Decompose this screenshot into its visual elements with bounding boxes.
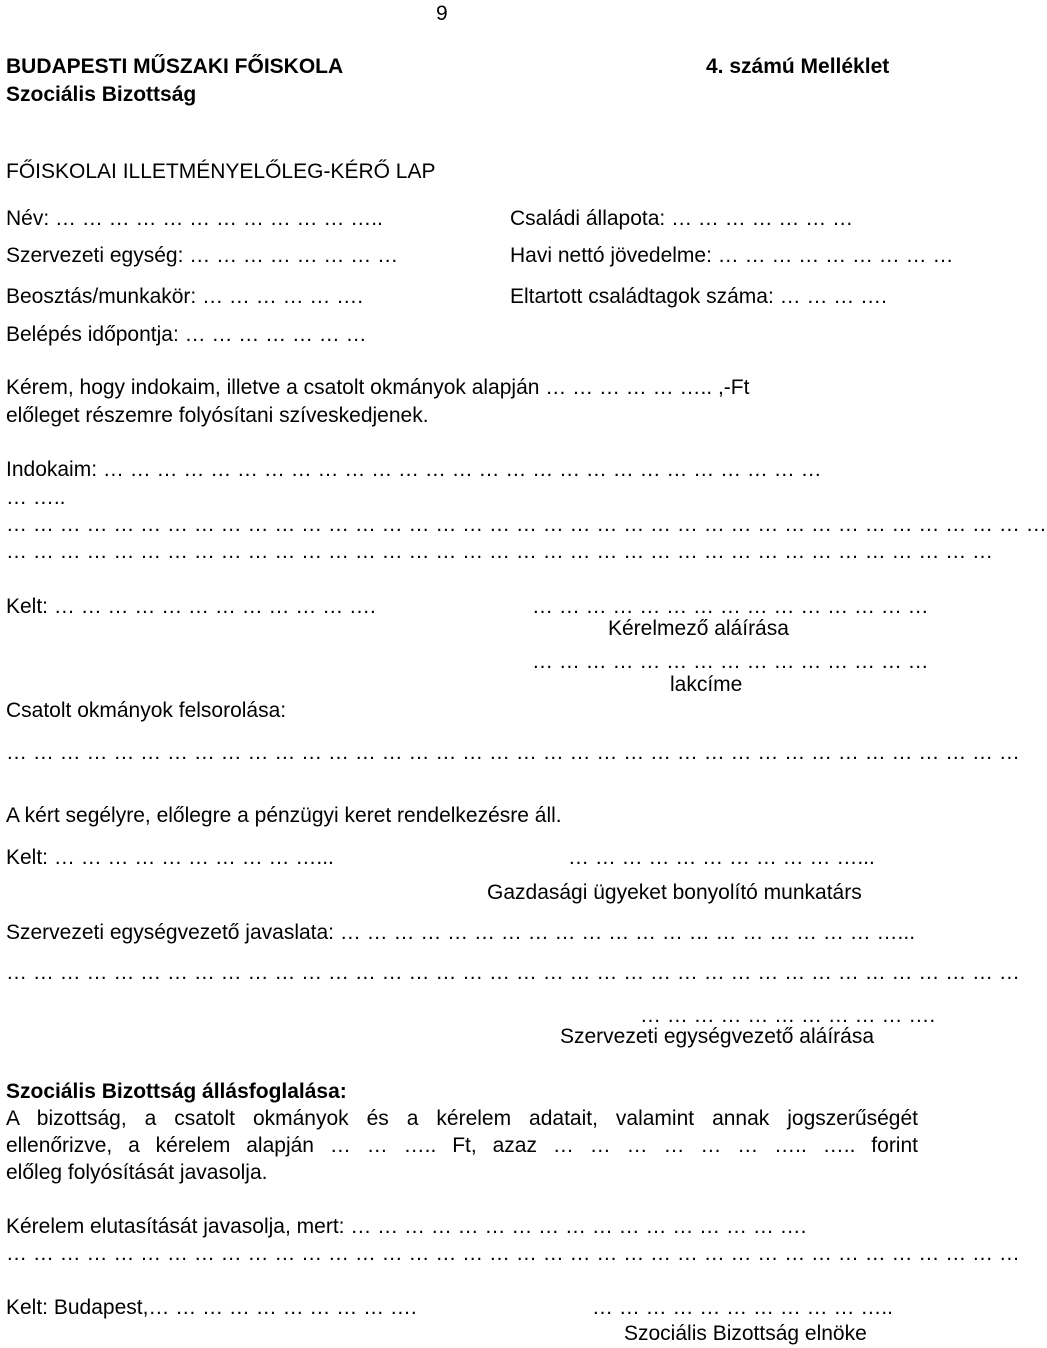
committee-date: Kelt: Budapest,… … … … … … … … … …. (6, 1296, 417, 1319)
unit-head-signature-label: Szervezeti egységvezető aláírása (560, 1025, 875, 1048)
name-field: Név: … … … … … … … … … … … ….. (6, 207, 383, 230)
finance-statement: A kért segélyre, előlegre a pénzügyi keret rendelkezésre áll. (6, 804, 562, 827)
institution-name: BUDAPESTI MŰSZAKI FŐISKOLA (6, 55, 344, 78)
dependents-field: Eltartott családtagok száma: … … … …. (510, 285, 887, 308)
unit-head-proposal: Szervezeti egységvezető javaslata: … … … … … … … … … … … … … … … … … … … … …... (6, 921, 916, 944)
unit-head-signature-dots: … … … … … … … … … … …. (640, 1004, 936, 1027)
rejection-line: Kérelem elutasítását javasolja, mert: … … … … … … … … … … … … … … … … …. (6, 1215, 807, 1238)
annex-label: 4. számú Melléklet (706, 55, 890, 78)
attachments-dots: … … … … … … … … … … … … … … … … … … … … … … … … … … … … … … … … … … … … … … (6, 741, 1020, 764)
applicant-signature-label: Kérelmező aláírása (608, 617, 789, 640)
request-line-2: előleget részemre folyósítani szíveskedjenek. (6, 404, 429, 427)
applicant-address-dots: … … … … … … … … … … … … … … … (532, 650, 929, 673)
committee-signature-label: Szociális Bizottság elnöke (624, 1322, 867, 1345)
request-line-1: Kérem, hogy indokaim, illetve a csatolt okmányok alapján … … … … … ….. ,-Ft (6, 376, 750, 399)
finance-signature-dots: … … … … … … … … … … …... (568, 846, 875, 869)
unit-head-proposal-line-2: … … … … … … … … … … … … … … … … … … … … … … … … … … … … … … … … … … … … … … (6, 961, 1020, 984)
applicant-address-label: lakcíme (670, 673, 743, 696)
finance-date: Kelt: … … … … … … … … … …... (6, 846, 334, 869)
committee-decision-heading: Szociális Bizottság állásfoglalása: (6, 1080, 347, 1103)
net-income-field: Havi nettó jövedelme: … … … … … … … … … (510, 244, 954, 267)
reasons-line-4: … … … … … … … … … … … … … … … … … … … … … … … … … … … … … … … … … … … … … (6, 540, 994, 563)
entry-date-field: Belépés időpontja: … … … … … … … (6, 323, 367, 346)
committee-signature-dots: … … … … … … … … … … ….. (592, 1296, 894, 1319)
applicant-date: Kelt: … … … … … … … … … … … …. (6, 595, 376, 618)
finance-signature-label: Gazdasági ügyeket bonyolító munkatárs (487, 881, 862, 904)
committee-name: Szociális Bizottság (6, 83, 197, 106)
reasons-line-3: … … … … … … … … … … … … … … … … … … … … … … … … … … … … … … … … … … … … … … … (6, 513, 1047, 536)
position-field: Beosztás/munkakör: … … … … … …. (6, 285, 364, 308)
applicant-signature-dots: … … … … … … … … … … … … … … … (532, 595, 929, 618)
reasons-line-2: … ….. (6, 486, 66, 509)
page-number: 9 (436, 2, 448, 25)
committee-decision-line-2: ellenőrizve, a kérelem alapján … … ….. Ft, azaz … … … … … … ….. ….. forint (6, 1134, 918, 1157)
unit-field: Szervezeti egység: … … … … … … … … (6, 244, 399, 267)
attachments-label: Csatolt okmányok felsorolása: (6, 699, 287, 722)
form-title: FŐISKOLAI ILLETMÉNYELŐLEG-KÉRŐ LAP (6, 160, 436, 183)
committee-decision-line-3: előleg folyósítását javasolja. (6, 1161, 268, 1184)
committee-decision-line-1: A bizottság, a csatolt okmányok és a kérelem adatait, valamint annak jogszerűségét (6, 1107, 918, 1130)
family-status-field: Családi állapota: … … … … … … … (510, 207, 854, 230)
reasons-label: Indokaim: … … … … … … … … … … … … … … … … … … … … … … … … … … … (6, 458, 822, 481)
rejection-line-2: … … … … … … … … … … … … … … … … … … … … … … … … … … … … … … … … … … … … … … (6, 1242, 1020, 1265)
